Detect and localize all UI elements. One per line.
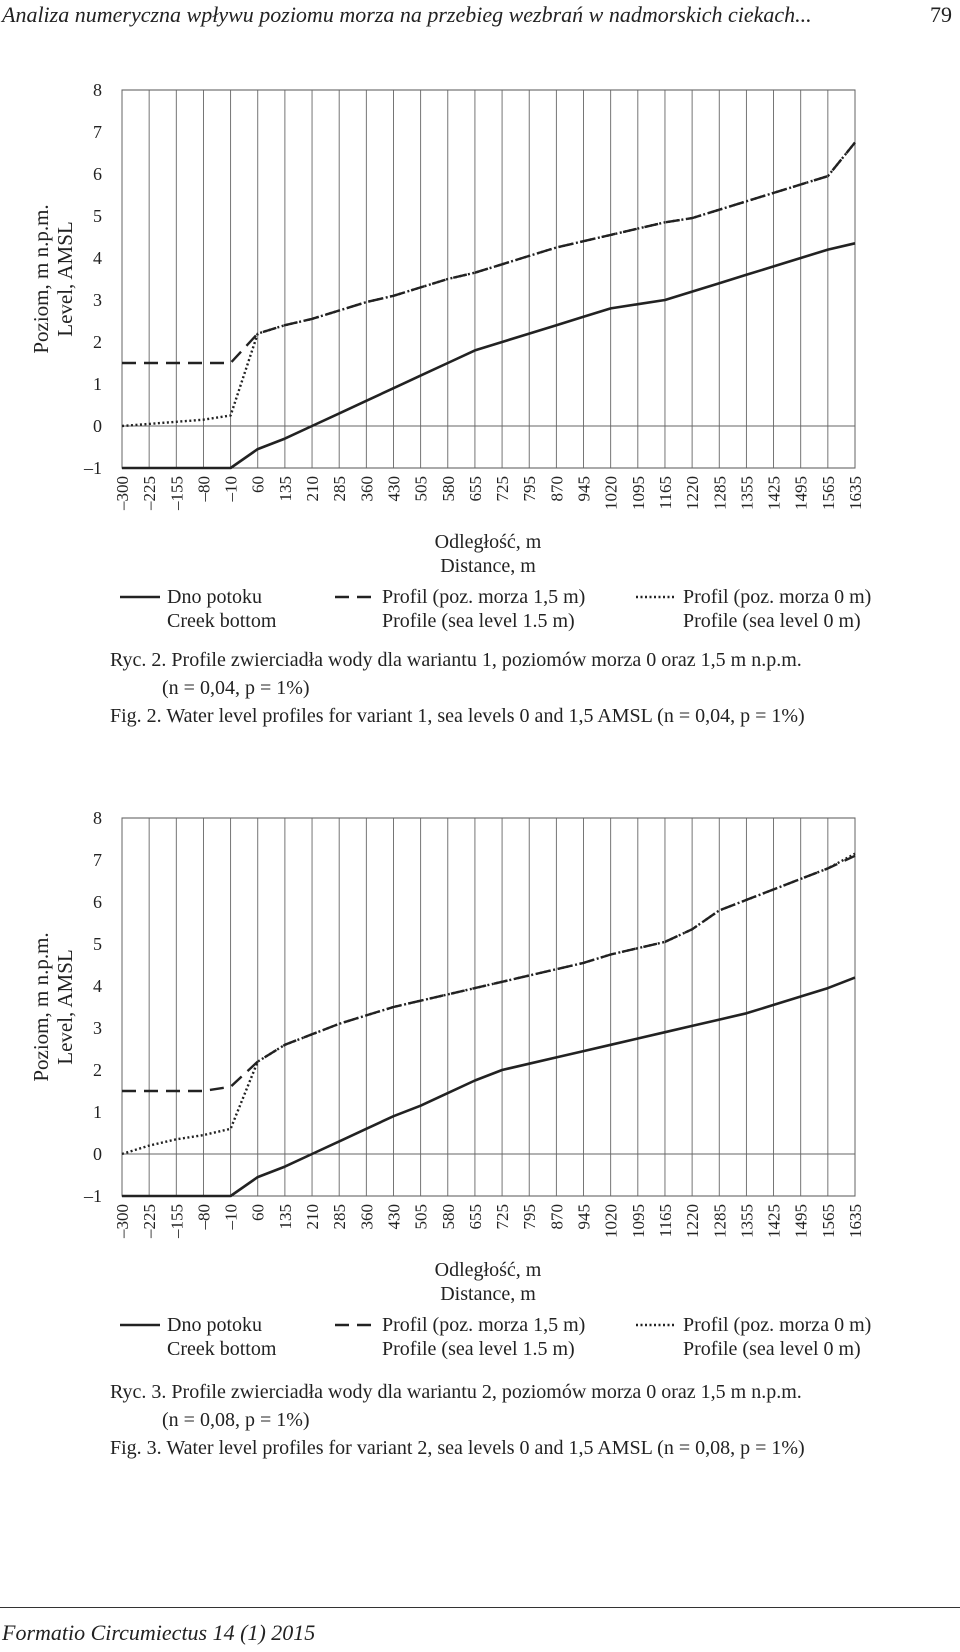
y-tick-label: 6 (93, 164, 102, 184)
y-tick-label: 6 (93, 892, 102, 912)
legend-label: Creek bottom (167, 610, 277, 632)
series-line-dashed (122, 143, 855, 364)
caption-en: Fig. 2. Water level profiles for variant 1, sea levels 0 and 1,5 AMSL (n = 0,04, p = 1%) (110, 705, 805, 727)
x-tick-label: 1165 (655, 476, 675, 510)
caption-pl: Ryc. 2. Profile zwierciadła wody dla wariantu 1, poziomów morza 0 oraz 1,5 m n.p.m. (110, 649, 802, 671)
y-tick-label: 0 (93, 1144, 102, 1164)
x-tick-label: 1495 (791, 1204, 811, 1238)
caption-pl: Ryc. 3. Profile zwierciadła wody dla wariantu 2, poziomów morza 0 oraz 1,5 m n.p.m. (110, 1381, 802, 1403)
legend-label: Dno potoku (167, 586, 262, 608)
legend-label: Profile (sea level 0 m) (683, 610, 861, 632)
x-tick-label: 430 (384, 476, 404, 502)
figure-2-caption (110, 646, 930, 730)
x-tick-label: 795 (520, 476, 540, 502)
figure-2-chart (0, 70, 960, 640)
x-tick-label: 870 (547, 1204, 567, 1230)
page-header (0, 0, 960, 36)
legend-label: Profile (sea level 1.5 m) (382, 610, 575, 632)
x-axis-label: Odległość, m (434, 531, 542, 553)
plot-area (122, 818, 855, 1196)
x-tick-label: 655 (465, 1204, 485, 1230)
x-tick-label: 1285 (710, 476, 730, 510)
x-axis-label: Distance, m (440, 1283, 536, 1305)
series-line-solid (122, 243, 855, 468)
x-tick-label: 505 (411, 476, 431, 502)
x-tick-label: 1495 (791, 476, 811, 510)
x-tick-label: 1565 (818, 476, 838, 510)
x-tick-label: 580 (438, 476, 458, 502)
x-tick-label: –10 (221, 476, 241, 502)
x-tick-label: –300 (113, 476, 132, 510)
y-tick-label: –1 (84, 1186, 102, 1206)
x-tick-label: –155 (167, 1204, 187, 1238)
footer-divider (0, 1607, 960, 1608)
y-tick-label: 7 (93, 122, 102, 142)
x-tick-label: 135 (275, 476, 295, 502)
figure-3-chart (0, 798, 960, 1368)
series-line-dashed (122, 856, 855, 1091)
x-tick-label: 1565 (818, 1204, 838, 1238)
chart-svg (0, 798, 960, 1368)
series-line-dotted (122, 143, 855, 427)
x-tick-label: –80 (194, 1204, 214, 1230)
x-tick-label: 505 (411, 1204, 431, 1230)
x-tick-label: 945 (574, 476, 594, 502)
x-tick-label: –155 (167, 476, 187, 510)
y-tick-label: 1 (93, 374, 102, 394)
x-tick-label: 60 (248, 1204, 268, 1221)
x-tick-label: 580 (438, 1204, 458, 1230)
y-tick-label: –1 (84, 458, 102, 478)
legend-label: Profil (poz. morza 1,5 m) (382, 1314, 586, 1336)
x-tick-label: 210 (303, 1204, 323, 1230)
x-tick-label: 1095 (628, 476, 648, 510)
y-tick-label: 2 (93, 332, 102, 352)
y-axis-label: Level, AMSL (53, 221, 77, 337)
caption-en: Fig. 3. Water level profiles for variant 2, sea levels 0 and 1,5 AMSL (n = 0,08, p = 1%) (110, 1437, 805, 1459)
x-tick-label: 285 (330, 476, 350, 502)
legend-label: Profil (poz. morza 0 m) (683, 586, 872, 608)
x-tick-label: –10 (221, 1204, 241, 1230)
y-tick-label: 5 (93, 206, 102, 226)
chart-svg (0, 70, 960, 640)
x-tick-label: 360 (357, 1204, 377, 1230)
x-tick-label: –80 (194, 476, 214, 502)
legend-label: Profile (sea level 0 m) (683, 1338, 861, 1360)
y-tick-label: 3 (93, 1018, 102, 1038)
y-tick-label: 2 (93, 1060, 102, 1080)
y-tick-label: 8 (93, 808, 102, 828)
legend (120, 586, 871, 632)
x-tick-label: 1355 (737, 1204, 757, 1238)
legend-label: Dno potoku (167, 1314, 262, 1336)
x-tick-label: 1220 (683, 476, 703, 510)
x-tick-label: 1635 (846, 476, 865, 510)
y-tick-label: 7 (93, 850, 102, 870)
y-tick-label: 1 (93, 1102, 102, 1122)
x-tick-label: 1020 (601, 1204, 621, 1238)
x-tick-label: 1220 (683, 1204, 703, 1238)
y-tick-label: 8 (93, 80, 102, 100)
y-axis-label: Poziom, m n.p.m. (29, 204, 53, 354)
journal-footer: Formatio Circumiectus 14 (1) 2015 (2, 1620, 316, 1645)
x-tick-label: 135 (275, 1204, 295, 1230)
x-tick-label: 725 (493, 1204, 513, 1230)
x-tick-label: 1095 (628, 1204, 648, 1238)
x-tick-label: –225 (140, 1204, 160, 1238)
y-axis-label: Level, AMSL (53, 949, 77, 1065)
legend-label: Profil (poz. morza 1,5 m) (382, 586, 586, 608)
x-tick-label: 360 (357, 476, 377, 502)
caption-pl-params: (n = 0,08, p = 1%) (162, 1409, 310, 1431)
legend-label: Creek bottom (167, 1338, 277, 1360)
x-tick-label: 1355 (737, 476, 757, 510)
x-tick-label: 430 (384, 1204, 404, 1230)
x-tick-label: 795 (520, 1204, 540, 1230)
x-tick-label: 725 (493, 476, 513, 502)
x-tick-label: 1285 (710, 1204, 730, 1238)
x-tick-label: 945 (574, 1204, 594, 1230)
x-tick-label: 285 (330, 1204, 350, 1230)
x-tick-label: –300 (113, 1204, 132, 1238)
x-tick-label: 1635 (846, 1204, 865, 1238)
y-tick-label: 5 (93, 934, 102, 954)
x-tick-label: 1425 (764, 476, 784, 510)
x-tick-label: 1165 (655, 1204, 675, 1238)
y-tick-label: 0 (93, 416, 102, 436)
x-tick-label: 870 (547, 476, 567, 502)
caption-pl-params: (n = 0,04, p = 1%) (162, 677, 310, 699)
y-tick-label: 4 (93, 976, 102, 996)
legend-label: Profil (poz. morza 0 m) (683, 1314, 872, 1336)
y-axis-label: Poziom, m n.p.m. (29, 932, 53, 1082)
legend-label: Profile (sea level 1.5 m) (382, 1338, 575, 1360)
x-tick-label: 1425 (764, 1204, 784, 1238)
series-line-solid (122, 978, 855, 1196)
y-tick-label: 3 (93, 290, 102, 310)
x-tick-label: 655 (465, 476, 485, 502)
y-tick-label: 4 (93, 248, 102, 268)
page-number: 79 (930, 2, 952, 27)
series-line-dotted (122, 854, 855, 1154)
x-tick-label: 210 (303, 476, 323, 502)
legend (120, 1314, 871, 1360)
figure-3-caption (110, 1378, 930, 1462)
x-axis-label: Odległość, m (434, 1259, 542, 1281)
running-title: Analiza numeryczna wpływu poziomu morza na przebieg wezbrań w nadmorskich ciekach... (2, 2, 812, 27)
x-tick-label: –225 (140, 476, 160, 510)
x-tick-label: 1020 (601, 476, 621, 510)
x-tick-label: 60 (248, 476, 268, 493)
x-axis-label: Distance, m (440, 555, 536, 577)
